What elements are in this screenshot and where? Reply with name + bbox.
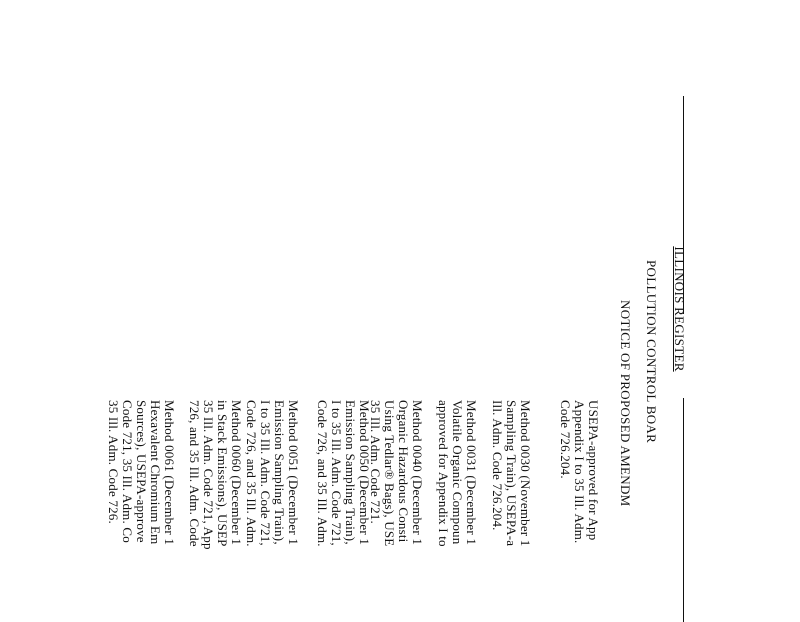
entry-line: in Stack Emissions), USEP — [215, 400, 230, 547]
entry-method-0061 — [106, 400, 176, 545]
entry-line: Emission Sampling Train), — [272, 400, 287, 545]
entry-line: USEPA-approved for App — [586, 400, 601, 541]
entry-line: Method 0051 (December 1 — [286, 400, 301, 546]
register-title: ILLINOIS REGISTER — [672, 246, 687, 372]
entry-method-0060 — [187, 400, 243, 550]
entry-line: Sources), USEPA-approve — [134, 400, 149, 543]
entry-line: Volatile Organic Compoun — [450, 400, 465, 545]
entry-line: Appendix I to 35 Ill. Adm. — [572, 400, 587, 544]
entry-line: Using Tedlar® Bags), USE — [382, 400, 397, 547]
entry-line: Method 0061 (December 1 — [162, 400, 177, 546]
entry-line: 35 Ill. Adm. Code 721. — [368, 400, 383, 524]
entry-line: Code 726, and 35 Ill. Adm. — [244, 400, 259, 547]
entry-method-0051 — [244, 400, 300, 547]
entry-line: Method 0030 (November 1 — [518, 400, 533, 547]
entry-line: Code 721, 35 Ill. Adm. Co — [120, 400, 135, 543]
entry-line: Ill. Adm. Code 726.204. — [490, 400, 505, 531]
entry-line: I to 35 Ill. Adm. Code 721, — [329, 400, 344, 546]
entry-line: Method 0040 (December 1 — [410, 400, 425, 546]
entry-line: 35 Ill. Adm. Code 726. — [106, 400, 121, 524]
entry-line: Code 726, and 35 Ill. Adm. — [315, 400, 330, 547]
entry-line: 726, and 35 Ill. Adm. Code — [187, 400, 202, 547]
entry-method-0050 — [315, 400, 371, 547]
entry-approval-note — [558, 400, 600, 544]
entry-line: Method 0031 (December 1 — [464, 400, 479, 546]
entry-line: Method 0050 (December 1 — [357, 400, 372, 546]
entry-method-0031 — [436, 400, 478, 547]
notice-line: NOTICE OF PROPOSED AMENDM — [618, 300, 633, 507]
entry-line: I to 35 Ill. Adm. Code 721, — [258, 400, 273, 546]
entry-method-0040 — [368, 400, 424, 546]
agency-line: POLLUTION CONTROL BOAR — [644, 260, 659, 444]
entry-line: Organic Hazardous Consti — [396, 400, 411, 543]
entry-line: 35 Ill. Adm. Code 721, App — [201, 400, 216, 550]
entry-line: Code 726.204. — [558, 400, 573, 479]
entry-line: Emission Sampling Train), — [343, 400, 358, 545]
entry-line: Sampling Train), USEPA-a — [504, 400, 519, 547]
entry-line: Hexavalent Chromium Em — [148, 400, 163, 545]
entry-method-0030 — [490, 400, 532, 547]
entry-line: approved for Appendix I to — [436, 400, 451, 547]
entry-line: Method 0060 (December 1 — [229, 400, 244, 546]
